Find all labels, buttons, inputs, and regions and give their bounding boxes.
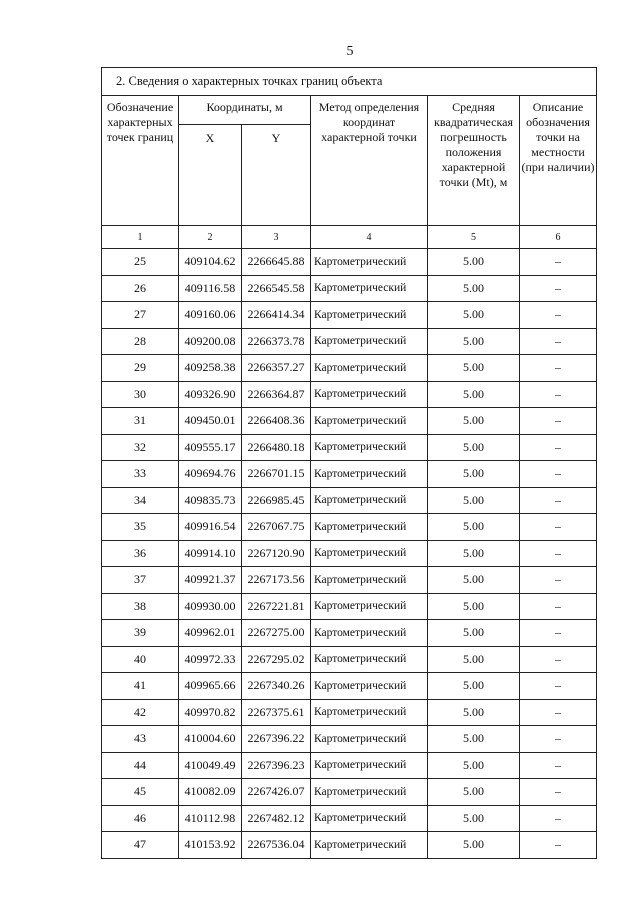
point-number-cell: 33 — [102, 461, 179, 488]
point-number-cell: 36 — [102, 540, 179, 567]
table-row — [102, 779, 597, 806]
table-row — [102, 408, 597, 435]
x-coordinate-cell: 409200.08 — [179, 328, 242, 355]
column-number: 3 — [242, 226, 311, 249]
section-title: 2. Сведения о характерных точках границ объекта — [102, 68, 597, 96]
point-number-cell: 27 — [102, 302, 179, 329]
table-row — [102, 726, 597, 753]
method-cell: Картометрический — [311, 620, 428, 647]
method-cell: Картометрический — [311, 673, 428, 700]
accuracy-cell: 5.00 — [428, 567, 520, 594]
accuracy-cell: 5.00 — [428, 673, 520, 700]
point-number-cell: 39 — [102, 620, 179, 647]
column-number: 2 — [179, 226, 242, 249]
method-cell: Картометрический — [311, 593, 428, 620]
method-cell: Картометрический — [311, 805, 428, 832]
y-coordinate-cell: 2267120.90 — [242, 540, 311, 567]
method-cell: Картометрический — [311, 726, 428, 753]
y-coordinate-cell: 2267426.07 — [242, 779, 311, 806]
table-row — [102, 302, 597, 329]
accuracy-cell: 5.00 — [428, 752, 520, 779]
point-number-cell: 26 — [102, 275, 179, 302]
accuracy-cell: 5.00 — [428, 620, 520, 647]
header-designation: Обозначение характерных точек границ — [102, 96, 179, 226]
description-cell: – — [520, 355, 597, 382]
y-coordinate-cell: 2267067.75 — [242, 514, 311, 541]
accuracy-cell: 5.00 — [428, 514, 520, 541]
description-cell: – — [520, 593, 597, 620]
x-coordinate-cell: 409258.38 — [179, 355, 242, 382]
accuracy-cell: 5.00 — [428, 249, 520, 276]
x-coordinate-cell: 409930.00 — [179, 593, 242, 620]
method-cell: Картометрический — [311, 514, 428, 541]
accuracy-cell: 5.00 — [428, 275, 520, 302]
description-cell: – — [520, 487, 597, 514]
description-cell: – — [520, 752, 597, 779]
y-coordinate-cell: 2267295.02 — [242, 646, 311, 673]
x-coordinate-cell: 409835.73 — [179, 487, 242, 514]
accuracy-cell: 5.00 — [428, 646, 520, 673]
x-coordinate-cell: 409914.10 — [179, 540, 242, 567]
description-cell: – — [520, 620, 597, 647]
description-cell: – — [520, 673, 597, 700]
table-row — [102, 514, 597, 541]
header-accuracy: Средняя квадратическая погрешность положения характерной точки (Mt), м — [428, 96, 520, 226]
table-row — [102, 355, 597, 382]
table-row — [102, 487, 597, 514]
header-coordinates: Координаты, м — [179, 96, 311, 125]
x-coordinate-cell: 410112.98 — [179, 805, 242, 832]
y-coordinate-cell: 2266985.45 — [242, 487, 311, 514]
accuracy-cell: 5.00 — [428, 381, 520, 408]
table-row — [102, 567, 597, 594]
point-number-cell: 31 — [102, 408, 179, 435]
method-cell: Картометрический — [311, 328, 428, 355]
table-row — [102, 699, 597, 726]
table-row — [102, 328, 597, 355]
x-coordinate-cell: 409116.58 — [179, 275, 242, 302]
y-coordinate-cell: 2267375.61 — [242, 699, 311, 726]
y-coordinate-cell: 2267536.04 — [242, 832, 311, 859]
description-cell: – — [520, 249, 597, 276]
accuracy-cell: 5.00 — [428, 805, 520, 832]
point-number-cell: 34 — [102, 487, 179, 514]
x-coordinate-cell: 409104.62 — [179, 249, 242, 276]
point-number-cell: 46 — [102, 805, 179, 832]
column-number: 6 — [520, 226, 597, 249]
accuracy-cell: 5.00 — [428, 832, 520, 859]
y-coordinate-cell: 2267221.81 — [242, 593, 311, 620]
table-row — [102, 434, 597, 461]
point-number-cell: 44 — [102, 752, 179, 779]
point-number-cell: 40 — [102, 646, 179, 673]
point-number-cell: 47 — [102, 832, 179, 859]
accuracy-cell: 5.00 — [428, 593, 520, 620]
description-cell: – — [520, 726, 597, 753]
description-cell: – — [520, 779, 597, 806]
point-number-cell: 45 — [102, 779, 179, 806]
description-cell: – — [520, 646, 597, 673]
accuracy-cell: 5.00 — [428, 699, 520, 726]
accuracy-cell: 5.00 — [428, 726, 520, 753]
table-row — [102, 805, 597, 832]
section-title-row — [102, 68, 597, 96]
x-coordinate-cell: 409972.33 — [179, 646, 242, 673]
method-cell: Картометрический — [311, 646, 428, 673]
column-number: 1 — [102, 226, 179, 249]
x-coordinate-cell: 409694.76 — [179, 461, 242, 488]
x-coordinate-cell: 409962.01 — [179, 620, 242, 647]
accuracy-cell: 5.00 — [428, 302, 520, 329]
x-coordinate-cell: 409450.01 — [179, 408, 242, 435]
y-coordinate-cell: 2267275.00 — [242, 620, 311, 647]
method-cell: Картометрический — [311, 434, 428, 461]
y-coordinate-cell: 2266357.27 — [242, 355, 311, 382]
x-coordinate-cell: 410049.49 — [179, 752, 242, 779]
header-description: Описание обозначения точки на местности (при наличии) — [520, 96, 597, 226]
y-coordinate-cell: 2267396.22 — [242, 726, 311, 753]
column-number-row — [102, 226, 597, 249]
method-cell: Картометрический — [311, 381, 428, 408]
accuracy-cell: 5.00 — [428, 408, 520, 435]
description-cell: – — [520, 514, 597, 541]
page-number: 5 — [346, 44, 354, 59]
table-row — [102, 620, 597, 647]
description-cell: – — [520, 275, 597, 302]
y-coordinate-cell: 2267482.12 — [242, 805, 311, 832]
accuracy-cell: 5.00 — [428, 434, 520, 461]
method-cell: Картометрический — [311, 408, 428, 435]
accuracy-cell: 5.00 — [428, 540, 520, 567]
x-coordinate-cell: 409921.37 — [179, 567, 242, 594]
x-coordinate-cell: 409970.82 — [179, 699, 242, 726]
description-cell: – — [520, 408, 597, 435]
description-cell: – — [520, 461, 597, 488]
table-row — [102, 646, 597, 673]
description-cell: – — [520, 434, 597, 461]
method-cell: Картометрический — [311, 461, 428, 488]
y-coordinate-cell: 2266373.78 — [242, 328, 311, 355]
description-cell: – — [520, 540, 597, 567]
x-coordinate-cell: 409326.90 — [179, 381, 242, 408]
point-number-cell: 37 — [102, 567, 179, 594]
y-coordinate-cell: 2266645.88 — [242, 249, 311, 276]
table-row — [102, 673, 597, 700]
method-cell: Картометрический — [311, 832, 428, 859]
description-cell: – — [520, 567, 597, 594]
y-coordinate-cell: 2266701.15 — [242, 461, 311, 488]
method-cell: Картометрический — [311, 699, 428, 726]
table-row — [102, 461, 597, 488]
header-row — [102, 96, 597, 125]
column-number: 5 — [428, 226, 520, 249]
method-cell: Картометрический — [311, 752, 428, 779]
y-coordinate-cell: 2266545.58 — [242, 275, 311, 302]
point-number-cell: 30 — [102, 381, 179, 408]
point-number-cell: 42 — [102, 699, 179, 726]
header-y: Y — [242, 125, 311, 226]
description-cell: – — [520, 832, 597, 859]
y-coordinate-cell: 2266480.18 — [242, 434, 311, 461]
accuracy-cell: 5.00 — [428, 461, 520, 488]
table-row — [102, 752, 597, 779]
description-cell: – — [520, 381, 597, 408]
method-cell: Картометрический — [311, 275, 428, 302]
method-cell: Картометрический — [311, 355, 428, 382]
x-coordinate-cell: 410082.09 — [179, 779, 242, 806]
description-cell: – — [520, 302, 597, 329]
method-cell: Картометрический — [311, 567, 428, 594]
header-method: Метод определения координат характерной точки — [311, 96, 428, 226]
method-cell: Картометрический — [311, 779, 428, 806]
table-row — [102, 275, 597, 302]
point-number-cell: 29 — [102, 355, 179, 382]
y-coordinate-cell: 2267340.26 — [242, 673, 311, 700]
accuracy-cell: 5.00 — [428, 779, 520, 806]
table-row — [102, 540, 597, 567]
header-x: X — [179, 125, 242, 226]
accuracy-cell: 5.00 — [428, 487, 520, 514]
accuracy-cell: 5.00 — [428, 328, 520, 355]
point-number-cell: 38 — [102, 593, 179, 620]
y-coordinate-cell: 2266364.87 — [242, 381, 311, 408]
x-coordinate-cell: 410153.92 — [179, 832, 242, 859]
x-coordinate-cell: 409555.17 — [179, 434, 242, 461]
point-number-cell: 32 — [102, 434, 179, 461]
x-coordinate-cell: 409965.66 — [179, 673, 242, 700]
point-number-cell: 25 — [102, 249, 179, 276]
method-cell: Картометрический — [311, 487, 428, 514]
table-row — [102, 593, 597, 620]
x-coordinate-cell: 410004.60 — [179, 726, 242, 753]
point-number-cell: 35 — [102, 514, 179, 541]
column-number: 4 — [311, 226, 428, 249]
y-coordinate-cell: 2267173.56 — [242, 567, 311, 594]
accuracy-cell: 5.00 — [428, 355, 520, 382]
y-coordinate-cell: 2266414.34 — [242, 302, 311, 329]
point-number-cell: 41 — [102, 673, 179, 700]
x-coordinate-cell: 409160.06 — [179, 302, 242, 329]
description-cell: – — [520, 805, 597, 832]
point-number-cell: 28 — [102, 328, 179, 355]
table-row — [102, 832, 597, 859]
method-cell: Картометрический — [311, 302, 428, 329]
table-row — [102, 249, 597, 276]
y-coordinate-cell: 2266408.36 — [242, 408, 311, 435]
description-cell: – — [520, 328, 597, 355]
x-coordinate-cell: 409916.54 — [179, 514, 242, 541]
method-cell: Картометрический — [311, 540, 428, 567]
method-cell: Картометрический — [311, 249, 428, 276]
boundary-points-table — [101, 67, 597, 859]
point-number-cell: 43 — [102, 726, 179, 753]
table-row — [102, 381, 597, 408]
description-cell: – — [520, 699, 597, 726]
y-coordinate-cell: 2267396.23 — [242, 752, 311, 779]
